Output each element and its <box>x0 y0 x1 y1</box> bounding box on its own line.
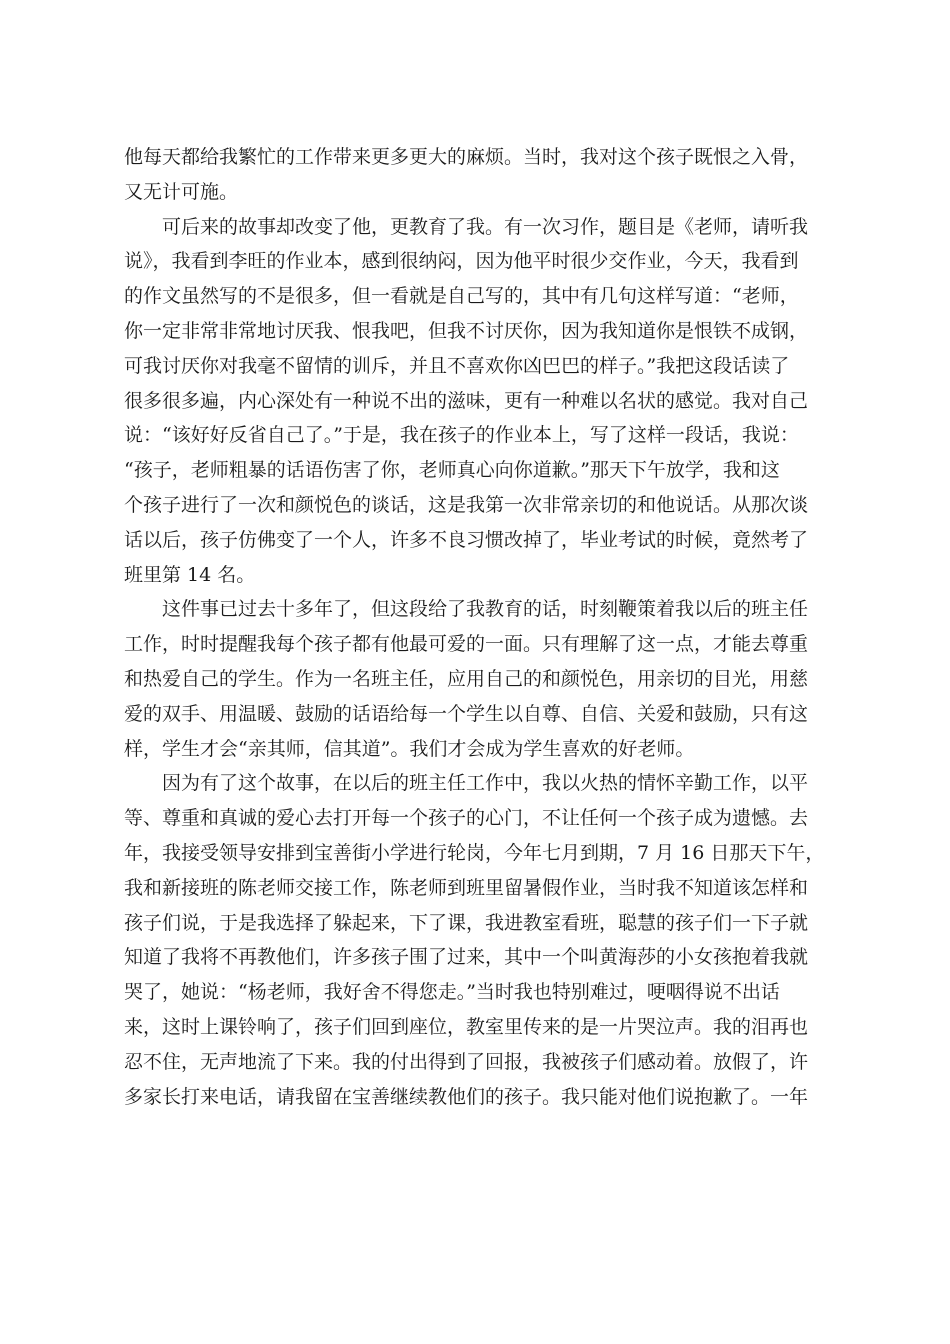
text-line: 我和新接班的陈老师交接工作，陈老师到班里留暑假作业，当时我不知道该怎样和 <box>124 876 809 899</box>
text-line: 很多很多遍，内心深处有一种说不出的滋味，更有一种难以名状的感觉。我对自己 <box>124 389 809 412</box>
paragraph-4 <box>124 766 834 1114</box>
text-line: 又无计可施。 <box>124 180 239 203</box>
text-line: 多家长打来电话，请我留在宝善继续教他们的孩子。我只能对他们说抱歉了。一年 <box>124 1085 809 1108</box>
text-line: 年，我接受领导安排到宝善街小学进行轮岗，今年七月到期，7 月 16 日那天下午， <box>124 841 825 864</box>
text-line: 你一定非常非常地讨厌我、恨我吧，但我不讨厌你，因为我知道你是恨铁不成钢， <box>124 319 809 342</box>
text-line: 哭了，她说：“杨老师，我好舍不得您走。”当时我也特别难过，哽咽得说不出话 <box>124 981 780 1004</box>
text-line: 可后来的故事却改变了他，更教育了我。有一次习作，题目是《老师，请听我 <box>162 215 809 238</box>
document-body <box>124 140 834 1114</box>
text-line: 说》，我看到李旺的作业本，感到很纳闷，因为他平时很少交作业，今天，我看到 <box>124 250 799 273</box>
text-line: 话以后，孩子仿佛变了一个人，许多不良习惯改掉了，毕业考试的时候，竟然考了 <box>124 528 809 551</box>
text-line: 可我讨厌你对我毫不留情的训斥，并且不喜欢你凶巴巴的样子。”我把这段话读了 <box>124 354 790 377</box>
paragraph-1 <box>124 140 834 210</box>
text-line: 知道了我将不再教他们，许多孩子围了过来，其中一个叫黄海莎的小女孩抱着我就 <box>124 946 809 969</box>
paragraph-2 <box>124 210 834 593</box>
text-line: 爱的双手、用温暖、鼓励的话语给每一个学生以自尊、自信、关爱和鼓励，只有这 <box>124 702 809 725</box>
text-line: 班里第 14 名。 <box>124 563 256 586</box>
text-line: 因为有了这个故事，在以后的班主任工作中，我以火热的情怀辛勤工作，以平 <box>162 772 809 795</box>
text-line: 和热爱自己的学生。作为一名班主任，应用自己的和颜悦色，用亲切的目光，用慈 <box>124 667 809 690</box>
text-line: 来，这时上课铃响了，孩子们回到座位，教室里传来的是一片哭泣声。我的泪再也 <box>124 1015 809 1038</box>
text-line: 孩子们说，于是我选择了躲起来，下了课，我进教室看班，聪慧的孩子们一下子就 <box>124 911 809 934</box>
text-line: 的作文虽然写的不是很多，但一看就是自己写的，其中有几句这样写道：“老师， <box>124 285 799 308</box>
paragraph-3 <box>124 592 834 766</box>
text-line: 这件事已过去十多年了，但这段给了我教育的话，时刻鞭策着我以后的班主任 <box>162 598 809 621</box>
text-line: 忍不住，无声地流了下来。我的付出得到了回报，我被孩子们感动着。放假了，许 <box>124 1050 809 1073</box>
text-line: 样，学生才会“亲其师，信其道”。我们才会成为学生喜欢的好老师。 <box>124 737 695 760</box>
text-line: 工作，时时提醒我每个孩子都有他最可爱的一面。只有理解了这一点，才能去尊重 <box>124 633 809 656</box>
text-line: “孩子，老师粗暴的话语伤害了你，老师真心向你道歉。”那天下午放学，我和这 <box>124 459 780 482</box>
text-line: 说：“该好好反省自己了。”于是，我在孩子的作业本上，写了这样一段话，我说： <box>124 424 799 447</box>
text-line: 他每天都给我繁忙的工作带来更多更大的麻烦。当时，我对这个孩子既恨之入骨， <box>124 146 809 168</box>
text-line: 个孩子进行了一次和颜悦色的谈话，这是我第一次非常亲切的和他说话。从那次谈 <box>124 493 809 516</box>
text-line: 等、尊重和真诚的爱心去打开每一个孩子的心门，不让任何一个孩子成为遗憾。去 <box>124 807 809 830</box>
